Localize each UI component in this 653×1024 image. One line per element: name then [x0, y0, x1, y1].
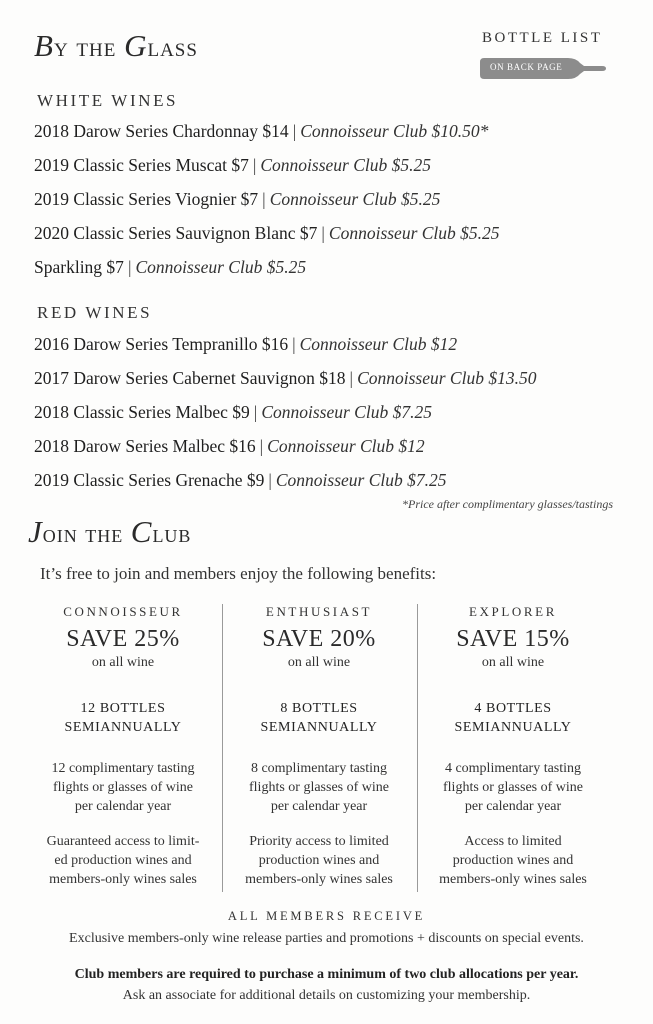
tier-on-all-wine: on all wine: [481, 655, 545, 670]
tier-bottles-frequency: SEMIANNUALLY: [64, 720, 182, 735]
club-price: Connoisseur Club $13.50: [357, 368, 537, 388]
tier-access-line: production wines and: [452, 853, 574, 868]
tier-bottles-count: 8 BOTTLES: [280, 701, 358, 716]
tier-divider: [417, 604, 418, 892]
tier-divider: [222, 604, 223, 892]
white-wine-item: [34, 223, 500, 257]
wine-name: 2018 Classic Series Malbec $9: [34, 402, 250, 422]
join-title-part: oin the: [42, 519, 131, 548]
price-separator: |: [127, 257, 132, 277]
tier-on-all-wine: on all wine: [91, 655, 155, 670]
white-wines-list: [34, 121, 500, 291]
tier-bottles: [226, 699, 412, 737]
price-separator: |: [321, 223, 325, 243]
club-price: Connoisseur Club $5.25: [328, 223, 500, 243]
white-wine-item: [34, 121, 500, 155]
tier-access-line: Access to limited: [464, 834, 562, 849]
tier-flights-line: 4 complimentary tasting: [444, 761, 582, 776]
wine-name: 2017 Darow Series Cabernet Sauvignon $18: [34, 368, 346, 388]
price-note: *Price after complimentary glasses/tastings: [402, 497, 613, 511]
wine-name: 2019 Classic Series Viognier $7: [34, 189, 259, 209]
join-initial-c: C: [130, 514, 153, 549]
tier-flights: [226, 759, 412, 816]
price-separator: |: [253, 402, 258, 422]
club-requirement: Club members are required to purchase a minimum of two club allocations per year.: [74, 967, 579, 982]
by-the-glass-title: [34, 28, 198, 64]
title-part: y the: [53, 32, 125, 62]
club-price: Connoisseur Club $5.25: [269, 189, 441, 209]
price-separator: |: [262, 189, 266, 209]
join-intro: It’s free to join and members enjoy the following benefits:: [40, 564, 437, 583]
tier-access-line: Priority access to limited: [249, 834, 389, 849]
tier-save: SAVE 25%: [66, 626, 180, 652]
tier-access-line: production wines and: [258, 853, 380, 868]
all-members-text: Exclusive members-only wine release parties and promotions + discounts on special events.: [69, 931, 584, 946]
tier-flights-line: flights or glasses of wine: [53, 780, 193, 795]
price-separator: |: [349, 368, 354, 388]
all-members-heading: ALL MEMBERS RECEIVE: [227, 909, 426, 923]
tier-bottles: [420, 699, 606, 737]
join-the-club-title: [28, 514, 191, 550]
tier-access-line: members-only wines sales: [245, 872, 393, 887]
club-price: Connoisseur Club $7.25: [261, 402, 432, 422]
wine-name: 2016 Darow Series Tempranillo $16: [34, 334, 289, 354]
club-price: Connoisseur Club $5.25: [260, 155, 432, 175]
red-wine-item: [34, 368, 536, 402]
bottle-list-badge: [480, 30, 610, 79]
tier-access: [420, 832, 606, 889]
tier-bottles-frequency: SEMIANNUALLY: [260, 720, 378, 735]
tier-flights: [420, 759, 606, 816]
red-wines-list: [34, 334, 536, 504]
join-title-part-end: lub: [152, 519, 192, 548]
tier-bottles-count: 12 BOTTLES: [80, 701, 166, 716]
ask-associate: Ask an associate for additional details on customizing your membership.: [122, 988, 531, 1003]
white-wine-item: [34, 189, 500, 223]
tier-flights-line: per calendar year: [464, 799, 562, 814]
tier-on-all-wine: on all wine: [287, 655, 351, 670]
tier-flights-line: per calendar year: [270, 799, 368, 814]
tier-flights: [30, 759, 216, 816]
white-wine-item: [34, 257, 500, 291]
tier-explorer: [420, 600, 606, 895]
tier-save: SAVE 15%: [456, 626, 570, 652]
tier-bottles-frequency: SEMIANNUALLY: [454, 720, 572, 735]
white-wines-heading: WHITE WINES: [37, 91, 179, 110]
tier-flights-line: 12 complimentary tasting: [51, 761, 195, 776]
red-wine-item: [34, 334, 536, 368]
tier-enthusiast: [226, 600, 412, 895]
wine-name: Sparkling $7: [34, 257, 124, 277]
wine-name: 2019 Classic Series Grenache $9: [34, 470, 265, 490]
bottle-list-subtitle: ON BACK PAGE: [490, 62, 563, 72]
tier-bottles-count: 4 BOTTLES: [474, 701, 552, 716]
tier-save: SAVE 20%: [262, 626, 376, 652]
club-price: Connoisseur Club $5.25: [135, 257, 307, 277]
wine-name: 2018 Darow Series Chardonnay $14: [34, 121, 289, 141]
red-wine-item: [34, 436, 536, 470]
white-wine-item: [34, 155, 500, 189]
red-wine-item: [34, 402, 536, 436]
wine-name: 2018 Darow Series Malbec $16: [34, 436, 256, 456]
tier-access-line: ed production wines and: [54, 853, 192, 868]
tier-access: [226, 832, 412, 889]
tier-flights-line: flights or glasses of wine: [249, 780, 389, 795]
tier-name: ENTHUSIAST: [265, 604, 373, 619]
price-separator: |: [292, 334, 296, 354]
join-initial-j: J: [28, 514, 43, 549]
wine-name: 2020 Classic Series Sauvignon Blanc $7: [34, 223, 318, 243]
tier-flights-line: flights or glasses of wine: [443, 780, 583, 795]
title-initial-g: G: [124, 28, 148, 63]
tier-access: [30, 832, 216, 889]
title-part-end: lass: [147, 32, 198, 62]
red-wines-heading: RED WINES: [37, 303, 153, 322]
club-price: Connoisseur Club $10.50*: [300, 121, 489, 141]
tier-access-line: Guaranteed access to limit-: [46, 834, 200, 849]
price-separator: |: [252, 155, 257, 175]
tier-access-line: members-only wines sales: [439, 872, 587, 887]
tier-flights-line: per calendar year: [74, 799, 172, 814]
price-separator: |: [268, 470, 272, 490]
club-price: Connoisseur Club $12: [299, 334, 458, 354]
price-separator: |: [292, 121, 297, 141]
tier-access-line: members-only wines sales: [49, 872, 197, 887]
title-initial-b: B: [34, 28, 54, 63]
tier-flights-line: 8 complimentary tasting: [250, 761, 388, 776]
club-tiers: [30, 600, 608, 895]
wine-name: 2019 Classic Series Muscat $7: [34, 155, 249, 175]
bottle-shape: [480, 58, 610, 79]
price-separator: |: [259, 436, 264, 456]
tier-name: CONNOISSEUR: [63, 604, 183, 619]
tier-name: EXPLORER: [469, 604, 557, 619]
club-price: Connoisseur Club $7.25: [275, 470, 447, 490]
bottle-list-title: BOTTLE LIST: [482, 30, 603, 46]
tier-connoisseur: [30, 600, 216, 895]
tier-bottles: [30, 699, 216, 737]
club-price: Connoisseur Club $12: [267, 436, 425, 456]
